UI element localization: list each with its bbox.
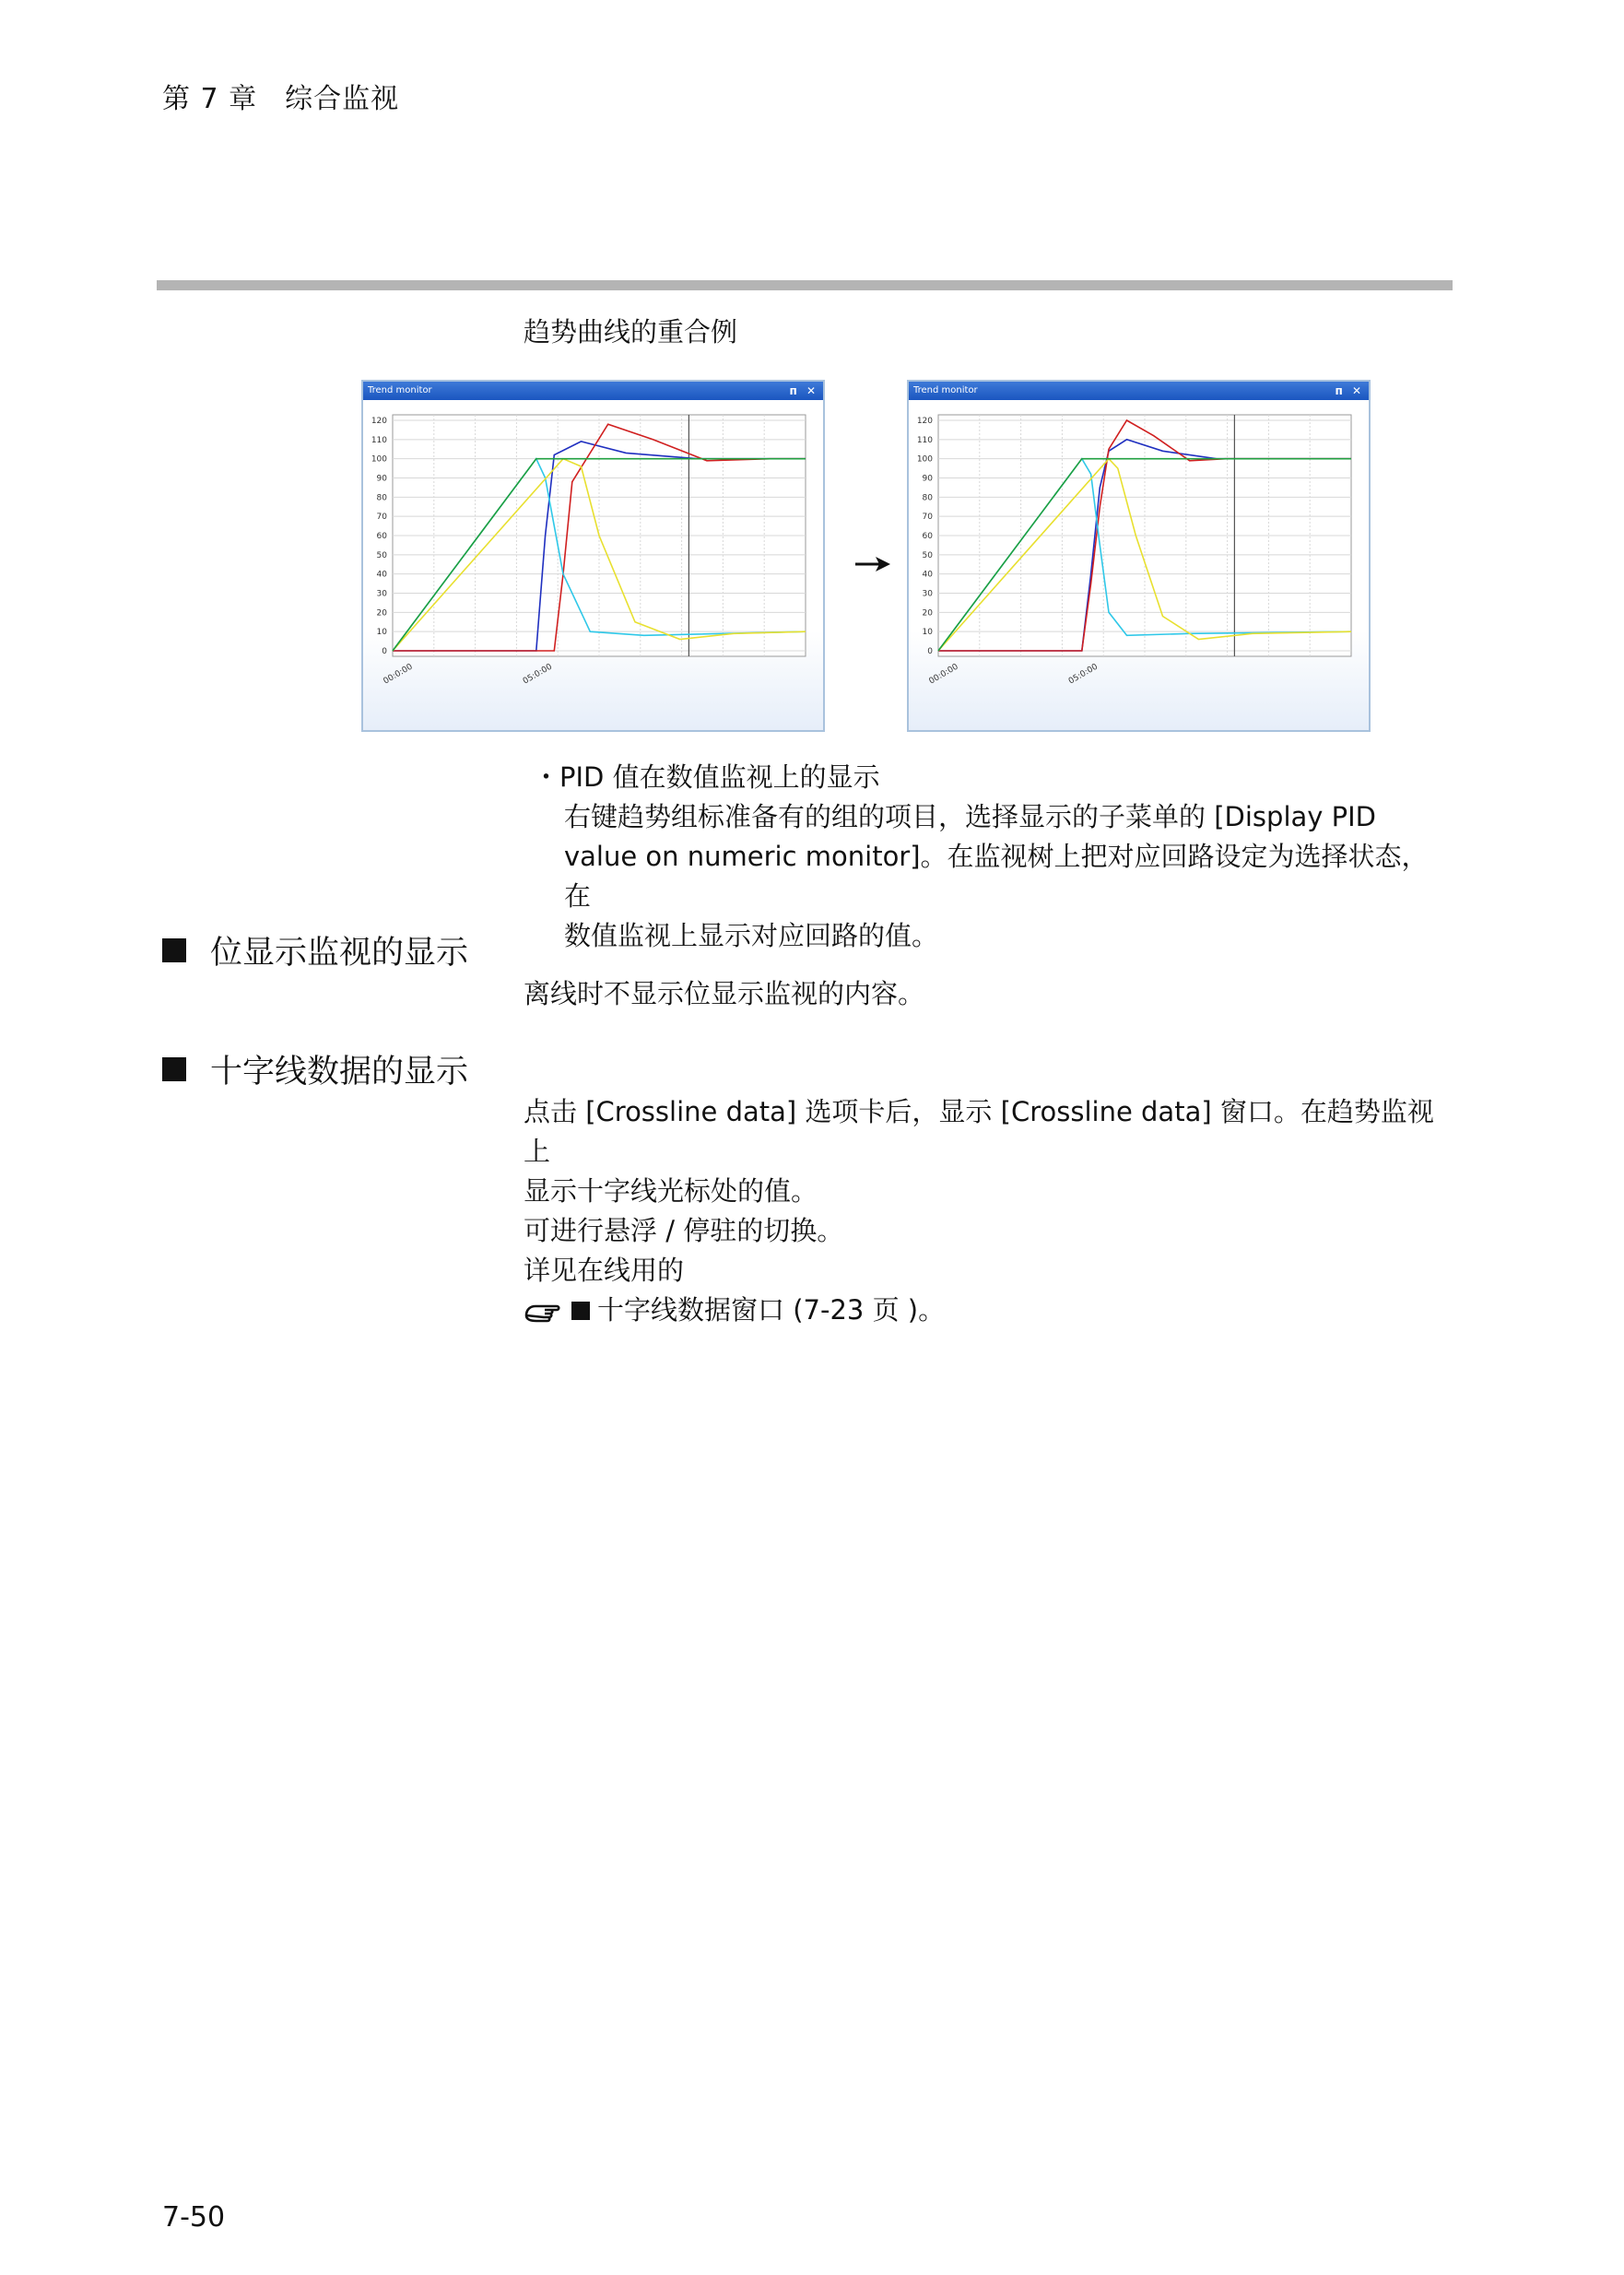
trend-chart-before — [363, 400, 823, 730]
square-bullet-icon — [162, 1057, 186, 1081]
y-tick-label: 10 — [922, 628, 933, 638]
body-line: 显示十字线光标处的值。 — [524, 1175, 818, 1207]
cross-reference-text[interactable]: 十字线数据窗口 (7-23 页 )。 — [597, 1294, 946, 1326]
y-tick-label: 10 — [376, 628, 387, 638]
pid-display-bullet: ・PID 值在数值监视上的显示 — [533, 761, 880, 793]
page-number: 7-50 — [162, 2201, 226, 2234]
y-tick-label: 60 — [376, 532, 387, 541]
section-body: 离线时不显示位显示监视的内容。 — [524, 978, 925, 1009]
y-tick-label: 80 — [922, 493, 933, 503]
y-tick-label: 100 — [371, 454, 387, 465]
pointing-hand-icon — [524, 1297, 566, 1325]
section-title: 十字线数据的显示 — [210, 1054, 469, 1090]
y-tick-label: 70 — [922, 513, 933, 523]
body-line: 点击 [Crossline data] 选项卡后，显示 [Crossline data] 窗口。在趋势监视上 — [524, 1096, 1434, 1167]
pid-display-description — [564, 797, 1449, 956]
section-heading-crossline — [162, 1046, 468, 1092]
trend-monitor-window-after — [907, 380, 1371, 732]
y-tick-label: 50 — [376, 550, 387, 560]
section-divider — [157, 280, 1453, 290]
square-bullet-icon — [162, 938, 186, 962]
chapter-title: 综合监视 — [285, 83, 400, 115]
right-arrow-icon — [853, 551, 892, 577]
y-tick-label: 30 — [922, 589, 933, 599]
section-title: 位显示监视的显示 — [210, 935, 469, 972]
y-tick-label: 100 — [916, 454, 933, 465]
trend-chart-area — [909, 400, 1369, 730]
cross-reference-link[interactable] — [524, 1291, 1454, 1330]
chapter-header — [162, 76, 399, 116]
y-tick-label: 50 — [922, 550, 933, 560]
x-tick-label: 05:0:00 — [1066, 662, 1100, 687]
x-tick-label: 05:0:00 — [521, 662, 554, 687]
y-tick-label: 70 — [376, 513, 387, 523]
body-line: 可进行悬浮 / 停驻的切换。 — [524, 1215, 844, 1246]
y-tick-label: 20 — [922, 608, 933, 619]
section-body — [524, 1092, 1454, 1330]
y-tick-label: 110 — [371, 435, 387, 445]
y-tick-label: 90 — [376, 474, 387, 484]
y-tick-label: 80 — [376, 493, 387, 503]
y-tick-label: 20 — [376, 608, 387, 619]
window-titlebar[interactable] — [363, 382, 823, 400]
y-tick-label: 120 — [371, 417, 387, 426]
y-tick-label: 0 — [927, 647, 933, 656]
pid-line: 数值监视上显示对应回路的值。 — [564, 920, 939, 951]
y-tick-label: 0 — [382, 647, 387, 656]
y-tick-label: 30 — [376, 589, 387, 599]
y-tick-label: 110 — [916, 435, 933, 445]
pid-line: value on numeric monitor]。在监视树上把对应回路设定为选择状态，在 — [564, 841, 1429, 912]
window-title: Trend monitor — [913, 385, 978, 395]
chapter-number: 第 7 章 — [162, 83, 258, 115]
window-titlebar[interactable] — [909, 382, 1369, 400]
y-tick-label: 90 — [922, 474, 933, 484]
x-tick-label: 00:0:00 — [382, 662, 415, 687]
x-tick-label: 00:0:00 — [927, 662, 960, 687]
section-heading-bit-display — [162, 927, 468, 973]
trend-monitor-window-before — [361, 380, 825, 732]
y-tick-label: 40 — [922, 570, 933, 580]
window-controls[interactable]: ᴨ ✕ — [1335, 384, 1364, 397]
body-line: 详见在线用的 — [524, 1255, 685, 1286]
window-title: Trend monitor — [368, 385, 432, 395]
figure-caption: 趋势曲线的重合例 — [524, 316, 738, 348]
trend-chart-after — [909, 400, 1369, 730]
y-tick-label: 120 — [916, 417, 933, 426]
pid-line: 右键趋势组标准备有的组的项目，选择显示的子菜单的 [Display PID — [564, 801, 1377, 832]
window-controls[interactable]: ᴨ ✕ — [789, 384, 818, 397]
trend-chart-area — [363, 400, 823, 730]
y-tick-label: 60 — [922, 532, 933, 541]
y-tick-label: 40 — [376, 570, 387, 580]
square-bullet-icon — [571, 1302, 590, 1320]
